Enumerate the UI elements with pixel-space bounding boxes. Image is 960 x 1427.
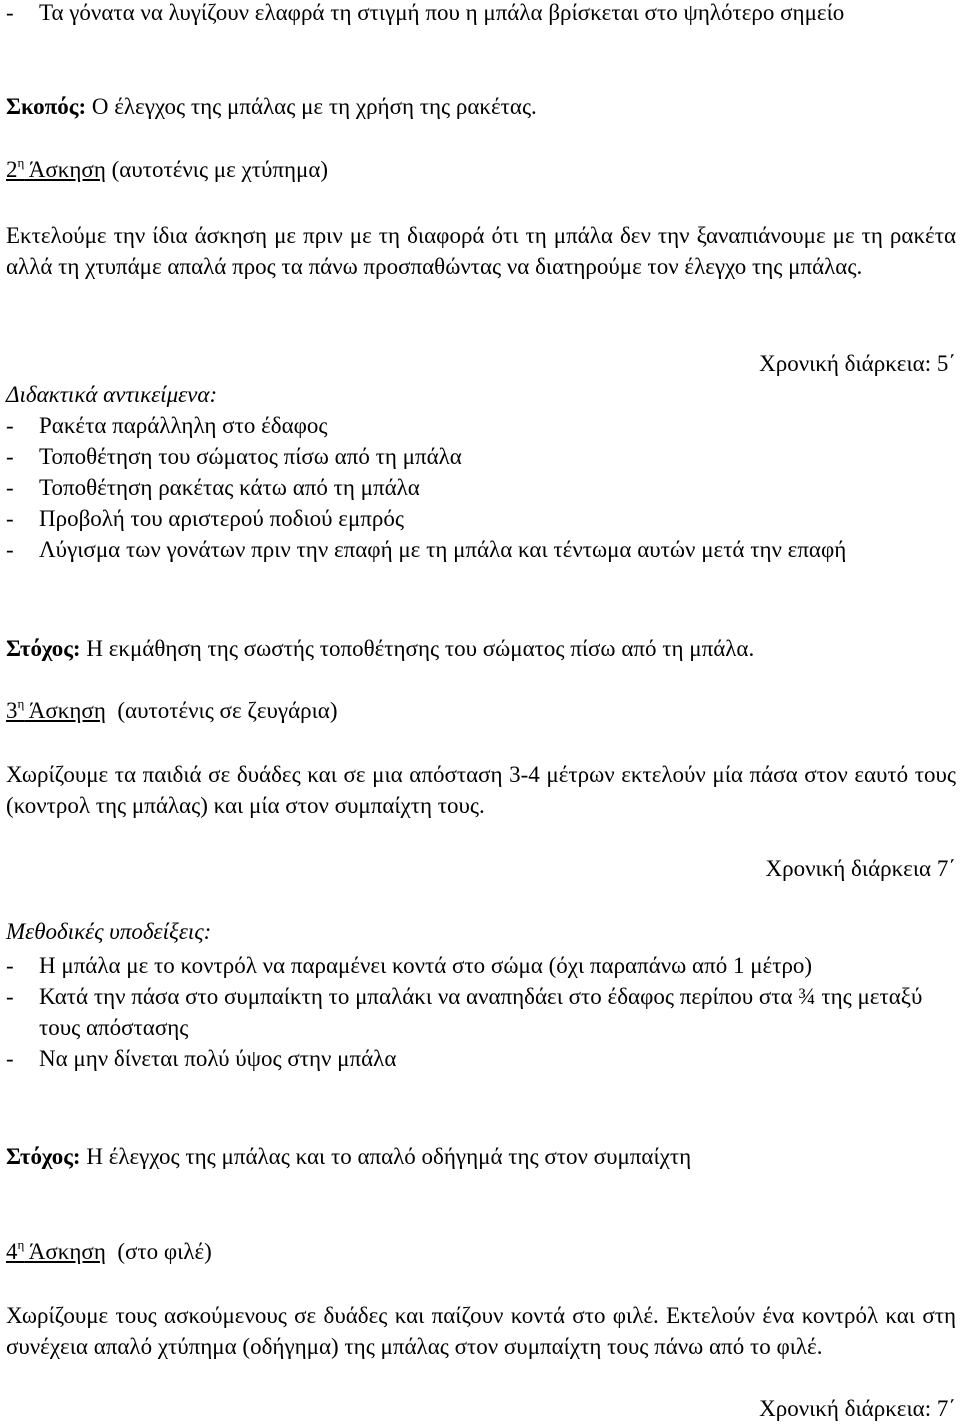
exercise-2-heading <box>6 154 956 185</box>
list-dash: - <box>6 506 14 531</box>
list-item-text: Η μπάλα με το κοντρόλ να παραμένει κοντά στο σώμα (όχι παραπάνω από 1 μέτρο) <box>39 953 813 978</box>
exercise-3-target <box>6 1141 956 1172</box>
list-dash: - <box>6 444 14 469</box>
target-label: Στόχος: <box>6 636 81 661</box>
objectives-list <box>6 410 956 565</box>
list-item-text: Κατά την πάσα στο συμπαίκτη το μπαλάκι να αναπηδάει στο έδαφος περίπου στα ¾ της μεταξύ τους απόστασης <box>39 984 923 1040</box>
exercise-3-heading <box>6 695 956 726</box>
exercise-number: 3 <box>6 698 18 723</box>
list-dash: - <box>6 0 14 25</box>
target-text: Η εκμάθηση της σωστής τοποθέτησης του σώματος πίσω από τη μπάλα. <box>80 636 755 661</box>
list-item <box>6 503 956 534</box>
objectives-title: Διδακτικά αντικείμενα: <box>6 382 218 407</box>
exercise-title-text: Άσκηση <box>24 1239 106 1264</box>
list-item-text: Τα γόνατα να λυγίζουν ελαφρά τη στιγμή που η μπάλα βρίσκεται στο ψηλότερο σημείο <box>39 0 845 25</box>
list-dash: - <box>6 1046 14 1071</box>
list-dash: - <box>6 984 14 1009</box>
list-item-text: Τοποθέτηση ρακέτας κάτω από τη μπάλα <box>39 475 420 500</box>
list-dash: - <box>6 953 14 978</box>
goal-paragraph <box>6 91 956 122</box>
ordinal-suffix: η <box>17 1237 25 1252</box>
exercise-2-subtitle: (αυτοτένις με χτύπημα) <box>105 157 329 182</box>
list-item <box>6 950 956 981</box>
target-text: Η έλεγχος της μπάλας και το απαλό οδήγημά της στον συμπαίχτη <box>80 1144 692 1169</box>
exercise-3-body: Χωρίζουμε τα παιδιά σε δυάδες και σε μια απόσταση 3-4 μέτρων εκτελούν μία πάσα στον εαυτό τους (κοντρολ της μπάλας) και μία στον συμπαίχτη τους. <box>6 762 956 818</box>
exercise-3-subtitle: (αυτοτένις σε ζευγάρια) <box>105 698 338 723</box>
goal-text: Ο έλεγχος της μπάλας με τη χρήση της ρακέτας. <box>86 94 537 119</box>
exercise-3-title <box>6 698 106 723</box>
list-item <box>6 410 956 441</box>
exercise-2-target <box>6 633 956 664</box>
list-item <box>6 472 956 503</box>
exercise-title-text: Άσκηση <box>24 698 106 723</box>
target-label: Στόχος: <box>6 1144 81 1169</box>
exercise-number: 2 <box>6 157 18 182</box>
list-item-text: Τοποθέτηση του σώματος πίσω από τη μπάλα <box>39 444 462 469</box>
list-item-text: Λύγισμα των γονάτων πριν την επαφή με τη μπάλα και τέντωμα αυτών μετά την επαφή <box>39 537 847 562</box>
list-item-text: Να μην δίνεται πολύ ύψος στην μπάλα <box>39 1046 397 1071</box>
exercise-4-title <box>6 1239 106 1264</box>
list-dash: - <box>6 475 14 500</box>
intro-list-item <box>6 0 956 28</box>
list-item <box>6 441 956 472</box>
list-item-text: Προβολή του αριστερού ποδιού εμπρός <box>39 506 404 531</box>
exercise-title-text: Άσκηση <box>24 157 106 182</box>
exercise-2-title <box>6 157 106 182</box>
goal-label: Σκοπός: <box>6 94 87 119</box>
exercise-4-body: Χωρίζουμε τους ασκούμενους σε δυάδες και παίζουν κοντά στο φιλέ. Εκτελούν ένα κοντρόλ και στη συνέχεια απαλό χτύπημα (οδήγημα) της μπάλας στον συμπαίχτη τους πάνω από το φιλέ. <box>6 1303 956 1359</box>
exercise-3-duration: Χρονική διάρκεια 7΄ <box>765 856 956 881</box>
exercise-4-heading <box>6 1236 956 1267</box>
exercise-2-body: Εκτελούμε την ίδια άσκηση με πριν με τη διαφορά ότι τη μπάλα δεν την ξαναπιάνουμε με τη ρακέτα αλλά τη χτυπάμε απαλά προς τα πάνω προσπαθώντας να διατηρούμε τον έλεγχο της μπάλας. <box>6 223 956 279</box>
ordinal-suffix: η <box>17 696 25 711</box>
exercise-2-duration: Χρονική διάρκεια: 5΄ <box>759 351 956 376</box>
ordinal-suffix: η <box>17 155 25 170</box>
exercise-number: 4 <box>6 1239 18 1264</box>
list-item <box>6 534 956 565</box>
exercise-4-duration: Χρονική διάρκεια: 7΄ <box>759 1396 956 1421</box>
list-dash: - <box>6 413 14 438</box>
list-item-text: Ρακέτα παράλληλη στο έδαφος <box>39 413 328 438</box>
list-item <box>6 981 956 1043</box>
list-dash: - <box>6 537 14 562</box>
hints-title: Μεθοδικές υποδείξεις: <box>6 919 212 944</box>
hints-list <box>6 950 956 1074</box>
list-item <box>6 1043 956 1074</box>
exercise-4-subtitle: (στο φιλέ) <box>105 1239 212 1264</box>
